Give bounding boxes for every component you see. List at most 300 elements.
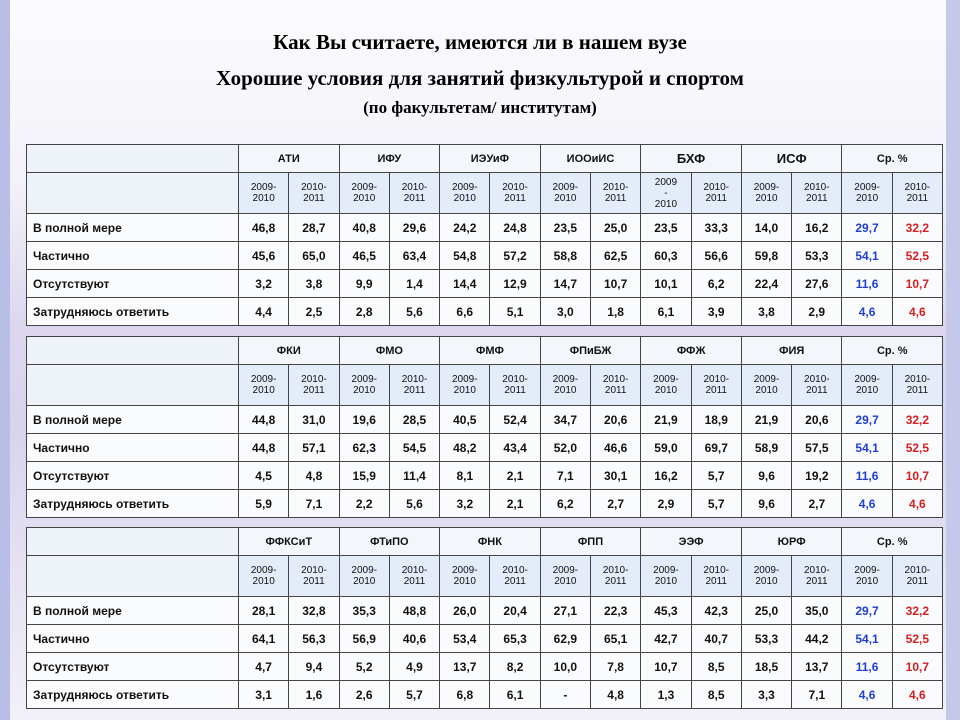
year-part: 2010- (502, 565, 528, 576)
table-row (27, 462, 943, 490)
year-part: 2010 (755, 576, 778, 587)
faculty-header: ИСФ (741, 145, 842, 173)
value-cell: 13,7 (792, 653, 842, 681)
year-header (289, 365, 339, 406)
year-part: 2010- (401, 565, 428, 576)
year-part: 2011 (806, 193, 828, 204)
header-corner-cell (27, 337, 239, 365)
year-part: 2010 (654, 198, 678, 210)
year-header (289, 556, 339, 597)
average-value-cell: 10,7 (892, 653, 942, 681)
value-cell: 45,3 (641, 597, 691, 625)
value-cell: 20,6 (792, 406, 842, 434)
average-value-cell: 54,1 (842, 242, 892, 270)
year-part: 2009- (854, 374, 880, 385)
year-part: 2011 (705, 193, 727, 204)
year-header (741, 173, 791, 214)
average-value-cell: 29,7 (842, 214, 892, 242)
value-cell: 44,8 (239, 406, 289, 434)
row-label: Частично (27, 434, 239, 462)
average-header: Ср. % (842, 145, 943, 173)
value-cell: 40,6 (389, 625, 439, 653)
row-label: Затрудняюсь ответить (27, 298, 239, 326)
faculty-header: ФМО (339, 337, 440, 365)
value-cell: 13,7 (440, 653, 490, 681)
value-cell: 6,6 (440, 298, 490, 326)
year-part: 2009- (351, 182, 377, 193)
faculty-header: ИООиИС (540, 145, 641, 173)
faculty-header: ФТиПО (339, 528, 440, 556)
average-value-cell: 32,2 (892, 214, 942, 242)
year-part: 2011 (806, 385, 828, 396)
year-header (239, 556, 289, 597)
average-header: Ср. % (842, 337, 943, 365)
value-cell: 62,5 (590, 242, 640, 270)
year-header (691, 173, 741, 214)
value-cell: 48,2 (440, 434, 490, 462)
value-cell: 19,2 (792, 462, 842, 490)
value-cell: 3,9 (691, 298, 741, 326)
value-cell: 16,2 (792, 214, 842, 242)
faculty-header: ФФЖ (641, 337, 742, 365)
value-cell: - (540, 681, 590, 709)
year-part: 2010- (904, 374, 931, 385)
year-header (490, 173, 540, 214)
average-value-cell: 54,1 (842, 625, 892, 653)
faculty-table-3 (26, 527, 943, 709)
value-cell: 40,8 (339, 214, 389, 242)
year-part: 2011 (705, 576, 727, 587)
average-value-cell: 10,7 (892, 462, 942, 490)
value-cell: 1,8 (590, 298, 640, 326)
year-part: 2010- (401, 182, 428, 193)
average-header: Ср. % (842, 528, 943, 556)
year-header (540, 556, 590, 597)
value-cell: 56,6 (691, 242, 741, 270)
year-header (591, 365, 641, 406)
faculty-header-row (27, 337, 943, 365)
year-part: 2010 (252, 576, 275, 587)
year-header (892, 365, 942, 406)
value-cell: 9,9 (339, 270, 389, 298)
value-cell: 4,7 (239, 653, 289, 681)
value-cell: 33,3 (691, 214, 741, 242)
average-value-cell: 29,7 (842, 597, 892, 625)
value-cell: 3,2 (440, 490, 490, 518)
faculty-table-2 (26, 336, 943, 518)
faculty-header: ФПП (540, 528, 641, 556)
year-part: 2010- (602, 374, 629, 385)
year-part: 2009- (552, 374, 579, 385)
value-cell: 25,0 (741, 597, 791, 625)
value-cell: 26,0 (440, 597, 490, 625)
years-header-row (27, 365, 943, 406)
value-cell: 31,0 (289, 406, 339, 434)
faculty-header: ЮРФ (741, 528, 842, 556)
year-part: 2009- (552, 182, 579, 193)
year-part: 2010- (502, 374, 528, 385)
faculty-header: ФКИ (239, 337, 340, 365)
year-part: 2009- (753, 374, 780, 385)
row-label: Отсутствуют (27, 462, 239, 490)
value-cell: 21,9 (641, 406, 691, 434)
value-cell: 57,5 (792, 434, 842, 462)
year-part: 2010 (654, 385, 678, 396)
value-cell: 23,5 (641, 214, 691, 242)
value-cell: 48,8 (389, 597, 439, 625)
value-cell: 10,0 (540, 653, 590, 681)
year-part: 2010- (804, 374, 830, 385)
year-header (339, 173, 389, 214)
year-part: 2010 (855, 193, 879, 204)
value-cell: 62,3 (339, 434, 389, 462)
value-cell: 7,8 (591, 653, 641, 681)
value-cell: 29,6 (389, 214, 439, 242)
year-part: 2009- (250, 374, 277, 385)
year-part: 2011 (504, 576, 526, 587)
value-cell: 5,7 (691, 490, 741, 518)
table-row (27, 434, 943, 462)
value-cell: 4,9 (389, 653, 439, 681)
value-cell: 53,3 (741, 625, 791, 653)
value-cell: 42,7 (641, 625, 691, 653)
year-header (792, 173, 842, 214)
value-cell: 19,6 (339, 406, 389, 434)
row-label: Отсутствуют (27, 270, 239, 298)
years-corner-cell (27, 173, 239, 214)
year-part: 2011 (303, 385, 325, 396)
year-header (490, 556, 540, 597)
year-part: 2010 (554, 193, 577, 204)
value-cell: 62,9 (540, 625, 590, 653)
year-header (389, 556, 439, 597)
table-row (27, 597, 943, 625)
year-part: 2010- (803, 565, 830, 576)
value-cell: 3,8 (741, 298, 791, 326)
average-value-cell: 4,6 (842, 298, 892, 326)
value-cell: 60,3 (641, 242, 691, 270)
value-cell: 12,9 (490, 270, 540, 298)
value-cell: 58,8 (540, 242, 590, 270)
value-cell: 25,0 (590, 214, 640, 242)
value-cell: 2,5 (289, 298, 339, 326)
year-part: 2011 (906, 385, 929, 396)
faculty-header: ИЭУиФ (440, 145, 541, 173)
year-header (389, 173, 439, 214)
value-cell: 59,0 (641, 434, 691, 462)
value-cell: 9,6 (741, 462, 791, 490)
value-cell: 2,6 (339, 681, 389, 709)
value-cell: 2,2 (339, 490, 389, 518)
value-cell: 8,5 (691, 681, 741, 709)
faculty-header: ФНК (440, 528, 541, 556)
average-value-cell: 11,6 (842, 462, 892, 490)
faculty-header-row (27, 145, 943, 173)
average-value-cell: 52,5 (892, 625, 942, 653)
value-cell: 5,7 (389, 681, 439, 709)
table-row (27, 653, 943, 681)
year-header (892, 173, 942, 214)
faculty-header: ИФУ (339, 145, 440, 173)
year-header (641, 173, 691, 214)
year-part: 2011 (705, 385, 727, 396)
year-part: 2010 (755, 385, 778, 396)
value-cell: 5,7 (691, 462, 741, 490)
faculty-table-1 (26, 144, 943, 326)
value-cell: 6,1 (641, 298, 691, 326)
value-cell: 46,5 (339, 242, 389, 270)
year-header (741, 365, 791, 406)
table-row (27, 214, 943, 242)
faculty-header: ФФКСиТ (239, 528, 340, 556)
value-cell: 23,5 (540, 214, 590, 242)
value-cell: 5,1 (490, 298, 540, 326)
value-cell: 40,5 (440, 406, 490, 434)
value-cell: 14,4 (440, 270, 490, 298)
value-cell: 4,5 (239, 462, 289, 490)
value-cell: 4,8 (591, 681, 641, 709)
value-cell: 11,4 (389, 462, 439, 490)
faculty-header: АТИ (239, 145, 340, 173)
title-line-1: Как Вы считаете, имеются ли в нашем вузе (273, 30, 687, 54)
value-cell: 65,1 (591, 625, 641, 653)
value-cell: 65,3 (490, 625, 540, 653)
average-value-cell: 11,6 (842, 653, 892, 681)
title-line-2: Хорошие условия для занятий физкультурой и спортом (216, 66, 744, 90)
row-label: В полной мере (27, 597, 239, 625)
value-cell: 9,6 (741, 490, 791, 518)
year-part: 2010- (904, 182, 931, 193)
year-header (389, 365, 439, 406)
table-row (27, 298, 943, 326)
year-header (590, 173, 640, 214)
value-cell: 3,0 (540, 298, 590, 326)
table-row (27, 242, 943, 270)
value-cell: 24,8 (490, 214, 540, 242)
value-cell: 1,3 (641, 681, 691, 709)
year-part: 2010 (855, 576, 879, 587)
year-part: 2010- (602, 565, 629, 576)
average-value-cell: 4,6 (892, 298, 942, 326)
faculty-header: ФИЯ (741, 337, 842, 365)
year-part: 2011 (403, 576, 426, 587)
value-cell: 32,8 (289, 597, 339, 625)
value-cell: 2,7 (591, 490, 641, 518)
year-header (641, 556, 691, 597)
year-part: 2009- (351, 565, 377, 576)
value-cell: 6,2 (691, 270, 741, 298)
year-part: 2011 (403, 193, 426, 204)
year-part: 2011 (604, 385, 627, 396)
year-header (892, 556, 942, 597)
year-part: 2011 (604, 576, 627, 587)
value-cell: 2,9 (641, 490, 691, 518)
row-label: Отсутствуют (27, 653, 239, 681)
year-part: 2010 (554, 576, 577, 587)
table-row (27, 681, 943, 709)
value-cell: 9,4 (289, 653, 339, 681)
average-value-cell: 52,5 (892, 434, 942, 462)
year-part: 2010- (803, 182, 830, 193)
year-part: 2010- (301, 565, 327, 576)
year-part: 2009- (452, 374, 478, 385)
year-header (540, 365, 590, 406)
year-part: 2010 (353, 576, 376, 587)
average-value-cell: 54,1 (842, 434, 892, 462)
value-cell: 7,1 (289, 490, 339, 518)
faculty-header: ЭЭФ (641, 528, 742, 556)
value-cell: 54,5 (389, 434, 439, 462)
value-cell: 16,2 (641, 462, 691, 490)
value-cell: 54,8 (440, 242, 490, 270)
header-corner-cell (27, 528, 239, 556)
year-part: 2009- (451, 182, 478, 193)
value-cell: 5,2 (339, 653, 389, 681)
year-part: 2009- (753, 182, 780, 193)
value-cell: 22,3 (591, 597, 641, 625)
value-cell: 14,7 (540, 270, 590, 298)
year-header (741, 556, 791, 597)
value-cell: 27,1 (540, 597, 590, 625)
value-cell: 5,6 (389, 490, 439, 518)
year-part: 2010 (353, 193, 376, 204)
year-header (792, 365, 842, 406)
value-cell: 4,8 (289, 462, 339, 490)
row-label: Затрудняюсь ответить (27, 490, 239, 518)
year-header (842, 365, 892, 406)
year-part: 2009- (552, 565, 579, 576)
value-cell: 10,1 (641, 270, 691, 298)
value-cell: 7,1 (792, 681, 842, 709)
year-part: 2010- (703, 182, 729, 193)
year-part: 2011 (504, 193, 526, 204)
year-part: 2010- (301, 374, 327, 385)
year-part: 2009- (653, 565, 679, 576)
value-cell: 8,1 (440, 462, 490, 490)
row-label: В полной мере (27, 214, 239, 242)
years-header-row (27, 173, 943, 214)
value-cell: 18,5 (741, 653, 791, 681)
value-cell: 1,6 (289, 681, 339, 709)
year-part: 2010- (502, 182, 528, 193)
value-cell: 10,7 (590, 270, 640, 298)
year-part: 2010- (703, 565, 729, 576)
year-header (239, 365, 289, 406)
value-cell: 2,7 (792, 490, 842, 518)
value-cell: 18,9 (691, 406, 741, 434)
value-cell: 44,2 (792, 625, 842, 653)
year-part: 2010- (301, 182, 327, 193)
value-cell: 8,2 (490, 653, 540, 681)
value-cell: 58,9 (741, 434, 791, 462)
value-cell: 69,7 (691, 434, 741, 462)
average-value-cell: 11,6 (842, 270, 892, 298)
year-part: 2009- (753, 565, 780, 576)
row-label: Затрудняюсь ответить (27, 681, 239, 709)
faculty-header: ФМФ (440, 337, 541, 365)
year-part: 2009- (854, 565, 880, 576)
value-cell: 40,7 (691, 625, 741, 653)
year-header (591, 556, 641, 597)
value-cell: 46,8 (239, 214, 289, 242)
value-cell: 34,7 (540, 406, 590, 434)
year-part: 2009- (451, 565, 478, 576)
year-part: 2010- (703, 374, 730, 385)
year-part: 2011 (806, 576, 828, 587)
value-cell: 52,0 (540, 434, 590, 462)
year-part: 2010 (453, 193, 476, 204)
value-cell: 6,1 (490, 681, 540, 709)
year-part: 2010- (401, 374, 428, 385)
year-header (339, 556, 389, 597)
years-corner-cell (27, 365, 239, 406)
value-cell: 5,9 (239, 490, 289, 518)
value-cell: 28,1 (239, 597, 289, 625)
year-part: 2010 (453, 385, 476, 396)
value-cell: 45,6 (239, 242, 289, 270)
years-corner-cell (27, 556, 239, 597)
header-corner-cell (27, 145, 239, 173)
value-cell: 53,3 (792, 242, 842, 270)
year-header (289, 173, 339, 214)
average-value-cell: 4,6 (842, 490, 892, 518)
value-cell: 2,1 (490, 490, 540, 518)
year-header (540, 173, 590, 214)
year-part: 2010 (554, 385, 577, 396)
year-part: 2009 (654, 176, 678, 188)
year-part: 2010 (855, 385, 879, 396)
value-cell: 28,7 (289, 214, 339, 242)
value-cell: 6,2 (540, 490, 590, 518)
value-cell: 28,5 (389, 406, 439, 434)
average-value-cell: 29,7 (842, 406, 892, 434)
year-part: 2010- (904, 565, 931, 576)
year-part: 2010 (353, 385, 376, 396)
table-row (27, 270, 943, 298)
value-cell: 14,0 (741, 214, 791, 242)
year-part: 2010 (252, 193, 275, 204)
year-part: 2011 (906, 193, 929, 204)
row-label: В полной мере (27, 406, 239, 434)
year-part: 2011 (504, 385, 526, 396)
value-cell: 57,1 (289, 434, 339, 462)
year-part: 2011 (303, 576, 325, 587)
value-cell: 65,0 (289, 242, 339, 270)
year-header (339, 365, 389, 406)
value-cell: 3,3 (741, 681, 791, 709)
year-part: 2011 (604, 193, 627, 204)
average-value-cell: 4,6 (892, 490, 942, 518)
year-header (842, 173, 892, 214)
year-part: 2009- (854, 182, 880, 193)
year-part: 2009- (250, 565, 277, 576)
value-cell: 3,2 (239, 270, 289, 298)
value-cell: 2,1 (490, 462, 540, 490)
year-part: 2010 (252, 385, 275, 396)
value-cell: 44,8 (239, 434, 289, 462)
year-part: 2011 (906, 576, 929, 587)
year-part: - (664, 187, 668, 199)
average-value-cell: 32,2 (892, 406, 942, 434)
row-label: Частично (27, 625, 239, 653)
year-header (792, 556, 842, 597)
faculty-header-row (27, 528, 943, 556)
year-header (239, 173, 289, 214)
table-row (27, 625, 943, 653)
value-cell: 8,5 (691, 653, 741, 681)
value-cell: 21,9 (741, 406, 791, 434)
value-cell: 5,6 (389, 298, 439, 326)
